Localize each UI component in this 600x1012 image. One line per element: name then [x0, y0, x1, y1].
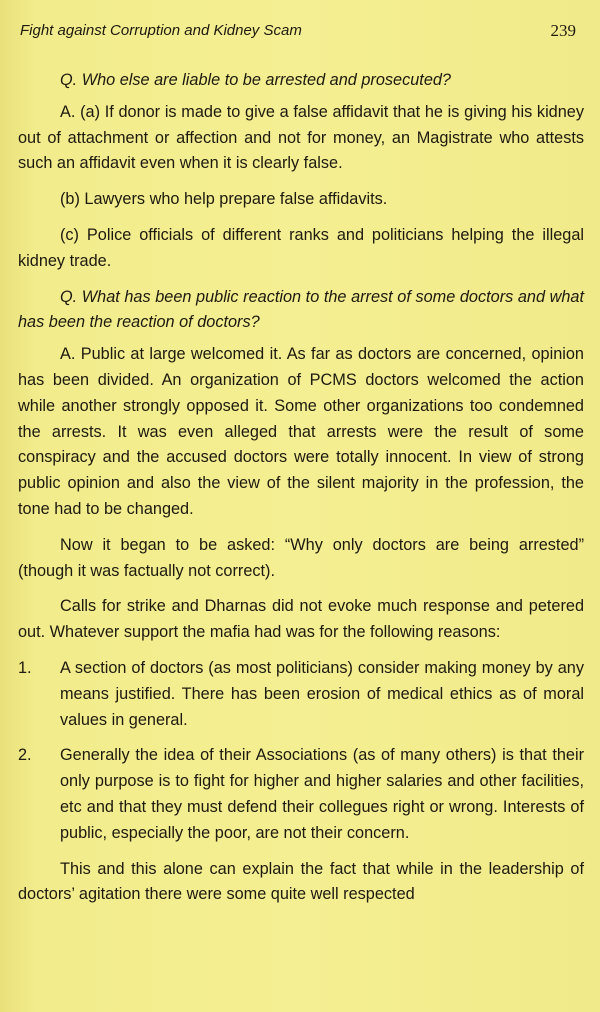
body-paragraph: Calls for strike and Dharnas did not evoke much response and petered out. Whatever support the mafia had was for the following reasons: — [18, 597, 584, 642]
body-paragraph: This and this alone can explain the fact that while in the leadership of doctors’ agitation there were some quite well respected — [18, 859, 584, 904]
list-text: Generally the idea of their Associations (as of many others) is that their only purpose is to fight for higher and higher salaries and other facilities, etc and that they must defend their collegues right or wrong. Interests of public, especially the poor, are not their concern. — [60, 746, 584, 842]
answer-paragraph: (c) Police officials of different ranks and politicians helping the illegal kidney trade. — [18, 225, 584, 270]
answer-paragraph: (b) Lawyers who help prepare false affidavits. — [60, 190, 388, 209]
question-paragraph: Q. What has been public reaction to the arrest of some doctors and what has been the reaction of doctors? — [18, 287, 584, 332]
question-paragraph: Q. Who else are liable to be arrested and prosecuted? — [60, 71, 451, 89]
body-paragraph: Now it began to be asked: “Why only doctors are being arrested” (though it was factually not correct). — [18, 535, 584, 580]
answer-paragraph: A. Public at large welcomed it. As far as doctors are concerned, opinion has been divided. An organization of PCMS doctors welcomed the action while another strongly opposed it. Some other organizations too condemned the arrests. It was even alleged that arrests were the result of some conspiracy and the accused doctors were totally innocent. In view of strong public opinion and also the view of the silent majority in the profession, the tone had to be changed. — [18, 345, 584, 518]
running-title: Fight against Corruption and Kidney Scam — [20, 22, 302, 39]
list-number: 1. — [18, 658, 32, 677]
page-header — [18, 20, 584, 42]
list-number: 2. — [18, 746, 32, 765]
page-body — [18, 68, 584, 918]
page-number: 239 — [550, 21, 576, 40]
book-page — [18, 0, 584, 1012]
numbered-list-item — [18, 743, 584, 846]
numbered-list-item — [18, 656, 584, 733]
answer-paragraph: A. (a) If donor is made to give a false affidavit that he is giving his kidney out of attachment or affection and not for money, an Magistrate who attests such an affidavit even when it is clearly false. — [18, 102, 584, 173]
list-text: A section of doctors (as most politicians) consider making money by any means justified. There has been erosion of medical ethics as of moral values in general. — [60, 658, 584, 729]
